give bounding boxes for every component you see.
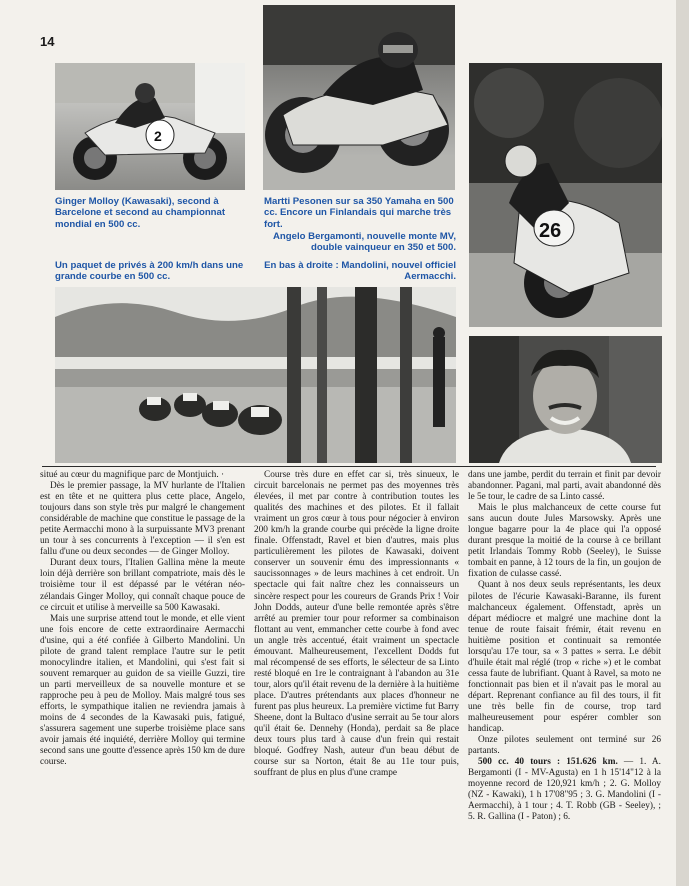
- svg-text:2: 2: [154, 128, 162, 144]
- results-lead: 500 cc. 40 tours : 151.626 km.: [478, 757, 618, 768]
- paragraph: Quant à nos deux seuls représentants, les deux pilotes de l'écurie Kawasaki-Baranne, ils furent malchanceux également. Offenstadt, après un départ médiocre et malgré une machine dont la tenue de route faisait frémir, était revenu en huitième position et continuait sa remontée lorsqu'au 17e tour, sa « 3 pattes » serra. Le débit d'huile était mal réglé (trop « riche ») et le combat cessa faute de lubrifiant. Quant à Ravel, sa moto ne fonctionnait pas bien et il n'avait pas le moral au départ. Reprenant confiance au fil des tours, il fit une très belle fin de course, trop tard malheureusement pour espérer combler son handicap.: [468, 580, 661, 735]
- portrait-photo: [469, 336, 662, 463]
- article-column-2: [254, 470, 459, 779]
- page-edge: [676, 0, 689, 886]
- caption-molloy: Ginger Molloy (Kawasaki), second à Barcelone et second au championnat mondial en 500 cc.: [55, 196, 226, 230]
- page-number: 14: [40, 34, 55, 49]
- article-column-3: [468, 470, 661, 824]
- caption-bergamonti: Angelo Bergamonti, nouvelle monte MV, double vainqueur en 350 et 500.: [272, 231, 456, 254]
- section-divider: [42, 466, 656, 467]
- paragraph: Course très dure en effet car si, très sinueux, le circuit barcelonais ne permet pas des moyennes très élevées, il met par contre à contribution toutes les qualités des machines et des pilotes. Et il fallait vraiment un gros cœur à tous pour négocier à environ 200 km/h la grande courbe qui précède la ligne droite finale. Offenstadt, Ravel et bien d'autres, mais plus particulièrement les pilotes de Kawasaki, doivent conserver un souvenir ému des impressionnants « saucissonnages » de leurs machines à cet endroit. Un spectacle qui fait naître chez les connaisseurs un sincère respect pour les coureurs de Grands Prix ! Voir John Dodds, auteur d'une belle remontée après s'être arrêté au premier tour pour reformer sa combinaison flottant au vent, emmancher cette courbe à fond avec un angle très accentué, était vraiment un spectacle émouvant. Malheureusement, l'excellent Dodds fut mal récompensé de ses efforts, le sélecteur de sa Linto resté bloqué en 1re le contraignant à l'abandon au 31e tour, alors qu'il était revenu de la dernière à la huitième place. D'autres prétendants aux places d'honneur ne furent pas plus heureux. La première victime fut Barry Sheene, dont la Bultaco d'usine serrait au 5e tour alors qu'il était 6e. Dennehy (Honda), perdait sa 8e place deux tours plus tard à cause d'un frein qui restait bloqué. Godfrey Nash, auteur d'un beau début de course sur sa Norton, était 8e au 11e tour puis, souffrant de plus en plus d'une crampe: [254, 470, 459, 779]
- paragraph: Onze pilotes seulement ont terminé sur 26 partants.: [468, 735, 661, 757]
- results-text: — 1. A. Bergamonti (I - MV-Agusta) en 1 h 15'14"12 à la moyenne record de 120,921 km/h ; 2. G. Molloy (NZ - Kawaki), 1 h 17'08"95 ; 3. G. Mandolini (I - Aermacchi), à 1 tour ; 4. T. Robb (GB - Seeley), ; 5. R. Gallina (I - Paton) ; 6.: [468, 757, 661, 823]
- article-column-1: [40, 470, 245, 768]
- paragraph: Mais le plus malchanceux de cette course fut sans aucun doute Jules Marsowsky. Après une longue bagarre pour la 4e place qui l'a opposé durant presque la moitié de la course à ce brillant petit Irlandais Tommy Robb (Seeley), le Suisse tombait en panne, à 12 tours de la fin, un goujon de fixation de culasse cassé.: [468, 503, 661, 580]
- paragraph: Durant deux tours, l'Italien Gallina mène la meute loin déjà derrière son brillant compatriote, mais dès le troisième tour il est dépassé par le vétéran néo-zélandais Ginger Molloy, qui connaît chaque pouce de ce circuit et utilise à merveille sa 500 Kawasaki.: [40, 558, 245, 613]
- racer-26-photo: [469, 63, 662, 327]
- paragraph: dans une jambe, perdit du terrain et finit par devoir abandonner. Pagani, mal parti, avait abandonné dès le 5e tour, le cadre de sa Linto cassé.: [468, 470, 661, 503]
- racer-2-photo: [55, 63, 245, 190]
- paragraph: Mais une surprise attend tout le monde, et elle vient une fois encore de cette extraordinaire Aermacchi d'usine, qui a été confiée à Gilberto Mandolini. Un pilote de grand talent remplace l'autre sur le petit monocylindre italien, et Mandolini, qui s'est fait si souvent remarquer au guidon de sa vieille Guzzi, tire un parti merveilleux de sa nouvelle monture et se rapproche peu à peu de Molloy. Mais malgré tous ses efforts, le sympathique italien ne reviendra jamais à moins de 4 secondes de la Kawasaki puis, fatigué, s'assurera sagement une superbe troisième place sans avoir jamais été inquiété, derrière Molloy qui termine second sans une goutte d'essence après 150 km de dure course.: [40, 613, 245, 768]
- caption-pack: Un paquet de privés à 200 km/h dans une grande courbe en 500 cc.: [55, 260, 244, 283]
- svg-text:26: 26: [539, 220, 562, 242]
- results-paragraph: [468, 757, 661, 823]
- caption-pesonen: Martti Pesonen sur sa 350 Yamaha en 500 cc. Encore un Finlandais qui marche très fort.: [264, 196, 454, 230]
- racer-helmet-photo: [263, 5, 455, 190]
- paragraph: situé au cœur du magnifique parc de Montjuich. ·: [40, 470, 225, 480]
- caption-mandolini: En bas à droite : Mandolini, nouvel officiel Aermacchi.: [264, 260, 456, 283]
- pack-of-riders-photo: [55, 287, 456, 463]
- paragraph: Dès le premier passage, la MV hurlante de l'Italien est en tête et ne quittera plus cette place, Angelo, toujours dans son style très pur malgré le changement considérable de machine que constitue le passage de la petite Aermacchi mono à la surpuissante MV3 prenant un tour à ses concurrents à l'exception — il s'en est fallu d'une ou deux secondes — de Ginger Molloy.: [40, 481, 245, 558]
